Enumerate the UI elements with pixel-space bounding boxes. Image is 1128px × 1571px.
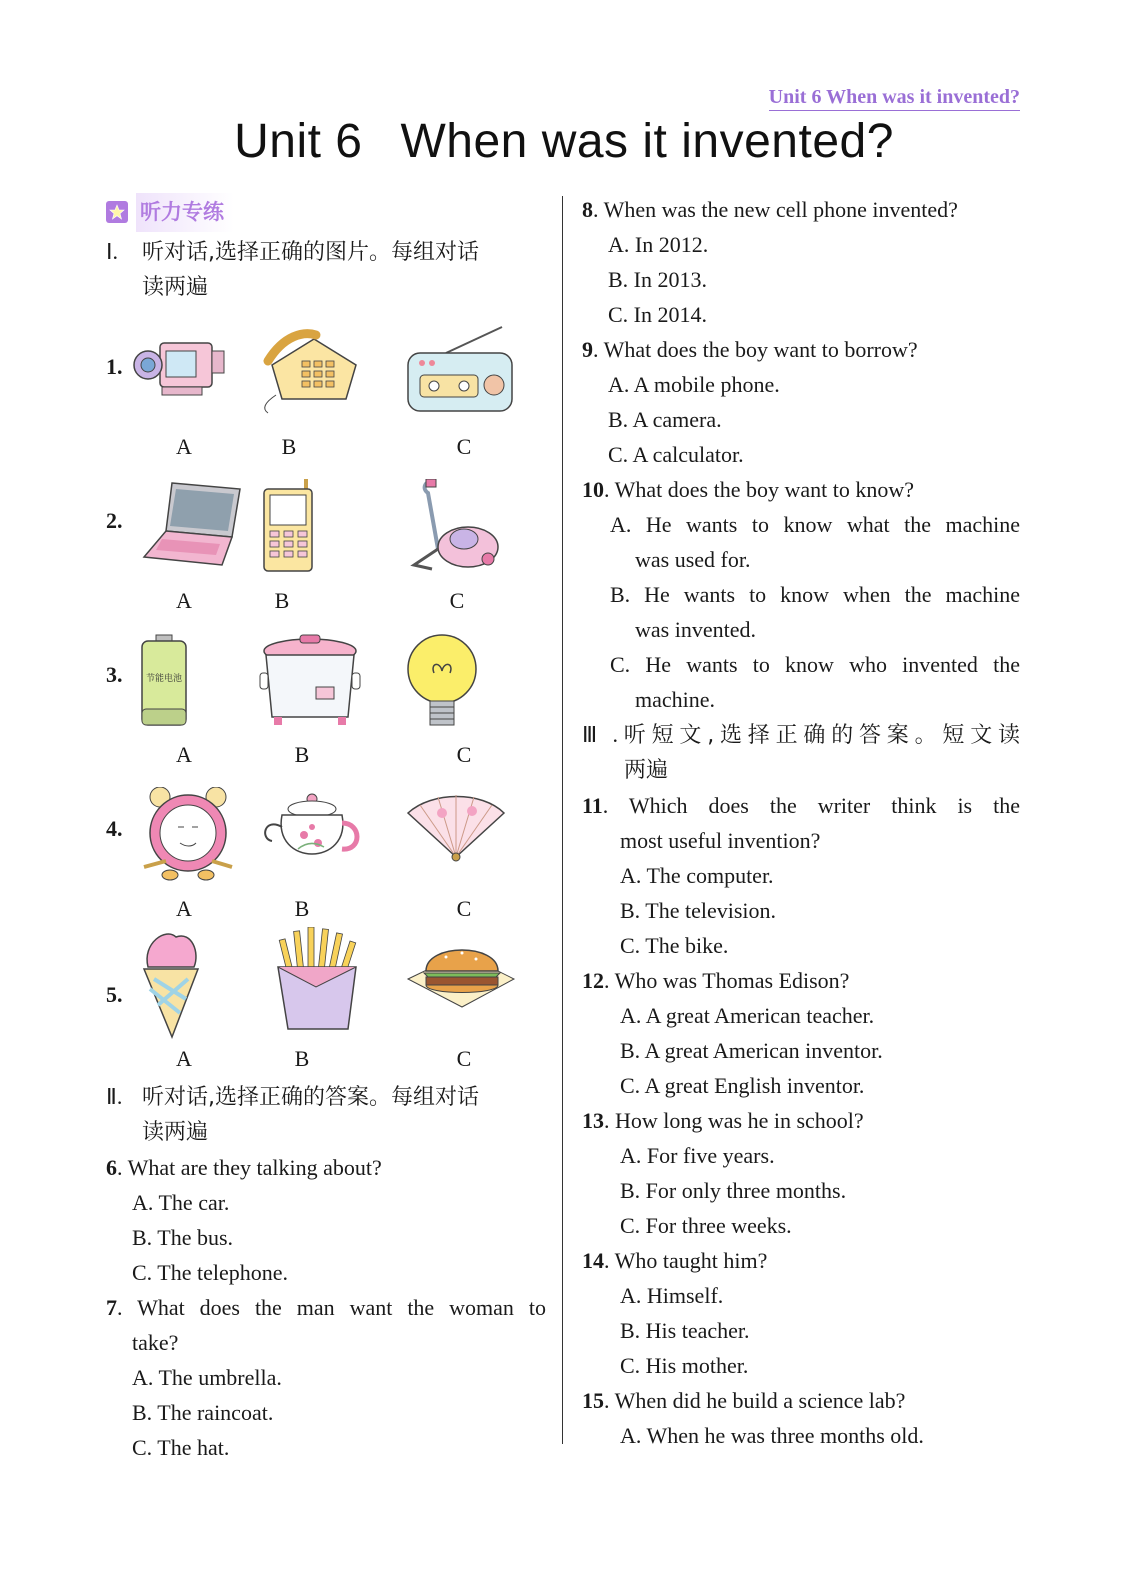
question-number: 15 — [582, 1388, 604, 1413]
question-11: 11. Which does the writer think is the most useful invention? A. The computer. B. The television. C. The bike. — [582, 788, 1020, 963]
option-letter: C — [456, 434, 472, 459]
video-camera-icon — [128, 325, 238, 421]
option-letter: A — [176, 434, 192, 459]
question-9: 9. What does the boy want to borrow? A. A mobile phone. B. A camera. C. A calculator. — [582, 332, 1020, 472]
answer-option: B. The bus. — [132, 1225, 234, 1250]
answer-option-line: was used for. — [635, 547, 751, 572]
answer-option: B. A great American inventor. — [620, 1038, 883, 1063]
star-icon — [106, 201, 128, 223]
answer-option — [582, 647, 1020, 717]
row-number: 5. — [106, 982, 123, 1007]
answer-option: A. Himself. — [620, 1283, 724, 1308]
radio-icon — [406, 325, 516, 421]
running-header: Unit 6 When was it invented? — [769, 86, 1020, 111]
section-2-heading — [106, 1079, 546, 1150]
answer-option: C. The telephone. — [132, 1260, 288, 1285]
section-2-instruction: 听对话,选择正确的答案。每组对话 — [142, 1085, 479, 1110]
question-15: 15. When did he build a science lab? A. When he was three months old. — [582, 1383, 1020, 1453]
answer-option-line: A. He wants to know what the machine — [610, 512, 1020, 537]
answer-option-line: machine. — [635, 687, 716, 712]
question-text-cont: most useful invention? — [620, 828, 821, 853]
option-letter: B — [281, 434, 297, 459]
question-6: 6. What are they talking about? A. The car. B. The bus. C. The telephone. — [106, 1150, 546, 1290]
answer-option: A. The umbrella. — [132, 1365, 282, 1390]
option-letter: A — [176, 896, 192, 921]
cell-phone-icon — [236, 479, 346, 575]
answer-option — [582, 577, 1020, 647]
rice-cooker-icon — [256, 633, 366, 729]
vacuum-cleaner-icon — [404, 479, 514, 575]
answer-option: A. For five years. — [620, 1143, 775, 1168]
section-2-number: Ⅱ. — [106, 1084, 123, 1109]
badge-label: 听力专练 — [136, 193, 234, 232]
answer-option: C. The bike. — [620, 933, 729, 958]
light-bulb-icon — [406, 633, 516, 729]
question-text: Who taught him? — [614, 1248, 768, 1273]
option-letter: C — [456, 896, 472, 921]
battery-icon — [134, 633, 244, 729]
answer-option: A. In 2012. — [608, 232, 709, 257]
answer-option: C. A great English inventor. — [620, 1073, 865, 1098]
question-number: 13 — [582, 1108, 604, 1133]
row-number: 1. — [106, 354, 123, 379]
answer-option: B. A camera. — [608, 407, 722, 432]
battery-label: 节能电池 — [145, 674, 183, 684]
option-letter: B — [294, 896, 310, 921]
question-number: 9 — [582, 337, 593, 362]
option-letter: A — [176, 742, 192, 767]
option-letter: C — [456, 742, 472, 767]
answer-option: C. The hat. — [132, 1435, 230, 1460]
question-number: 7 — [106, 1295, 117, 1320]
answer-option: B. For only three months. — [620, 1178, 847, 1203]
picture-row-1 — [106, 325, 546, 479]
answer-option: C. In 2014. — [608, 302, 707, 327]
column-divider — [562, 196, 563, 1444]
question-12: 12. Who was Thomas Edison? A. A great American teacher. B. A great American inventor. C. A great English inventor. — [582, 963, 1020, 1103]
answer-option: B. The raincoat. — [132, 1400, 274, 1425]
section-1-instruction: 听对话,选择正确的图片。每组对话 — [142, 240, 479, 265]
french-fries-icon — [270, 927, 380, 1039]
answer-option-line: B. He wants to know when the machine — [610, 582, 1020, 607]
answer-option-line: was invented. — [635, 617, 756, 642]
hamburger-icon — [406, 927, 516, 1023]
picture-row-5 — [106, 927, 546, 1079]
answer-option: B. His teacher. — [620, 1318, 750, 1343]
answer-option: A. A mobile phone. — [608, 372, 780, 397]
answer-option: A. The car. — [132, 1190, 230, 1215]
row-number: 4. — [106, 816, 123, 841]
question-8: 8. When was the new cell phone invented? A. In 2012. B. In 2013. C. In 2014. — [582, 192, 1020, 332]
picture-row-2 — [106, 479, 546, 633]
telephone-icon — [254, 325, 364, 421]
section-3-instruction: 听短文,选择正确的答案。短文读 — [618, 723, 1020, 748]
section-3-heading — [582, 717, 1020, 788]
row-number: 3. — [106, 662, 123, 687]
option-letter: A — [176, 1046, 192, 1071]
answer-option: A. When he was three months old. — [620, 1423, 924, 1448]
option-letter: B — [294, 742, 310, 767]
answer-option: C. For three weeks. — [620, 1213, 792, 1238]
answer-option: B. The television. — [620, 898, 777, 923]
question-text: Who was Thomas Edison? — [614, 968, 850, 993]
fan-icon — [402, 787, 512, 883]
teapot-icon — [258, 787, 368, 883]
question-text: When did he build a science lab? — [614, 1388, 906, 1413]
question-7: 7. What does the man want the woman to take? A. The umbrella. B. The raincoat. C. The hat. — [106, 1290, 546, 1465]
section-1-heading — [106, 234, 546, 305]
ice-cream-icon — [136, 927, 246, 1039]
answer-option: B. In 2013. — [608, 267, 707, 292]
question-13: 13. How long was he in school? A. For five years. B. For only three months. C. For three weeks. — [582, 1103, 1020, 1243]
section-3-instruction-cont: 两遍 — [624, 758, 669, 783]
picture-row-3 — [106, 633, 546, 787]
option-letter: C — [456, 1046, 472, 1071]
question-text: What are they talking about? — [127, 1155, 382, 1180]
option-letter: B — [274, 588, 290, 613]
answer-option: C. A calculator. — [608, 442, 744, 467]
option-letter: B — [294, 1046, 310, 1071]
question-10: 10. What does the boy want to know? A. He wants to know what the machine was used for. B. He wants to know when the machine was invented. C. He wants to know who invented the machine. — [582, 472, 1020, 717]
section-1-instruction-cont: 读两遍 — [142, 275, 209, 300]
row-number: 2. — [106, 508, 123, 533]
answer-option: A. The computer. — [620, 863, 774, 888]
picture-row-4 — [106, 787, 546, 927]
question-text-cont: take? — [132, 1330, 179, 1355]
question-number: 11 — [582, 793, 603, 818]
alarm-clock-icon — [136, 787, 246, 883]
section-badge — [106, 192, 546, 232]
question-number: 10 — [582, 477, 604, 502]
question-text: What does the boy want to know? — [614, 477, 914, 502]
question-number: 12 — [582, 968, 604, 993]
question-number: 6 — [106, 1155, 117, 1180]
answer-option-line: C. He wants to know who invented the — [610, 652, 1020, 677]
section-2-instruction-cont: 读两遍 — [142, 1120, 209, 1145]
section-3-number: Ⅲ. — [582, 722, 618, 747]
left-column — [106, 192, 546, 1465]
right-column — [582, 192, 1020, 1453]
option-letter: C — [449, 588, 465, 613]
title-unit: Unit 6 — [234, 115, 363, 168]
answer-option — [582, 507, 1020, 577]
question-text: How long was he in school? — [615, 1108, 864, 1133]
question-number: 8 — [582, 197, 593, 222]
question-text: Which does the writer think is the — [628, 793, 1020, 818]
answer-option: A. A great American teacher. — [620, 1003, 875, 1028]
question-number: 14 — [582, 1248, 604, 1273]
question-text: When was the new cell phone invented? — [603, 197, 958, 222]
question-14: 14. Who taught him? A. Himself. B. His teacher. C. His mother. — [582, 1243, 1020, 1383]
title-question: When was it invented? — [400, 115, 894, 168]
option-letter: A — [176, 588, 192, 613]
question-text: What does the man want the woman to — [137, 1295, 546, 1320]
answer-option: C. His mother. — [620, 1353, 749, 1378]
section-1-number: Ⅰ. — [106, 239, 118, 264]
question-text: What does the boy want to borrow? — [603, 337, 918, 362]
page-title — [0, 114, 1128, 169]
